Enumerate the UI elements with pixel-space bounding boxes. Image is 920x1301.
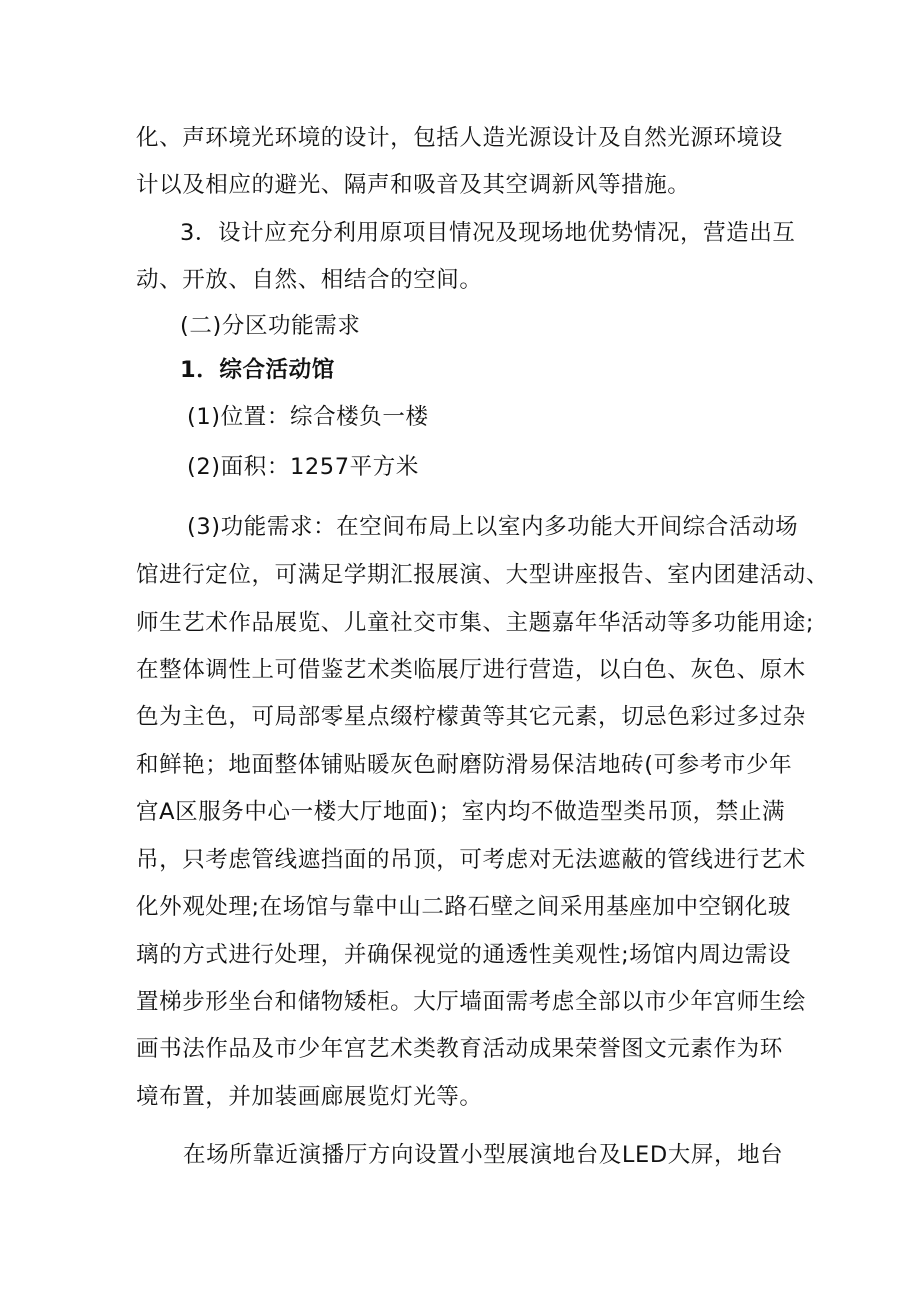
list-item: (2)面积：1257平方米 — [187, 454, 419, 480]
paragraph-line: 境布置，并加装画廊展览灯光等。 — [136, 1084, 483, 1110]
paragraph-line: 在整体调性上可借鉴艺术类临展厅进行营造，以白色、灰色、原木 — [136, 657, 806, 683]
paragraph-line: 色为主色，可局部零星点缀柠檬黄等其它元素，切忌色彩过多过杂 — [136, 704, 806, 730]
paragraph-line: 动、开放、自然、相结合的空间。 — [136, 267, 483, 293]
paragraph-line: 璃的方式进行处理，并确保视觉的通透性美观性;场馆内周边需设 — [136, 942, 791, 968]
paragraph-line: 化、声环境光环境的设计，包括人造光源设计及自然光源环境设 — [136, 125, 783, 151]
paragraph-line: 化外观处理;在场馆与靠中山二路石壁之间采用基座加中空钢化玻 — [136, 894, 791, 920]
paragraph-line: (3)功能需求：在空间布局上以室内多功能大开间综合活动场 — [187, 514, 799, 540]
paragraph-line: 馆进行定位，可满足学期汇报展演、大型讲座报告、室内团建活动、 — [136, 562, 830, 588]
paragraph-line: 3．设计应充分利用原项目情况及现场地优势情况，营造出互 — [180, 220, 796, 246]
list-item: (1)位置：综合楼负一楼 — [187, 404, 429, 430]
section-heading: (二)分区功能需求 — [180, 313, 361, 339]
paragraph-line: 宫A区服务中心一楼大厅地面)；室内均不做造型类吊顶，禁止满 — [136, 799, 786, 825]
subsection-heading: 1．综合活动馆 — [180, 357, 335, 383]
paragraph-line: 画书法作品及市少年宫艺术类教育活动成果荣誉图文元素作为环 — [136, 1036, 783, 1062]
paragraph-line: 在场所靠近演播厅方向设置小型展演地台及LED大屏，地台 — [183, 1142, 784, 1168]
paragraph-line: 计以及相应的避光、隔声和吸音及其空调新风等措施。 — [136, 172, 691, 198]
paragraph-line: 和鲜艳；地面整体铺贴暖灰色耐磨防滑易保洁地砖(可参考市少年 — [136, 752, 793, 778]
paragraph-line: 师生艺术作品展览、儿童社交市集、主题嘉年华活动等多功能用途; — [136, 610, 815, 636]
paragraph-line: 吊，只考虑管线遮挡面的吊顶，可考虑对无法遮蔽的管线进行艺术 — [136, 847, 806, 873]
paragraph-line: 置梯步形坐台和储物矮柜。大厅墙面需考虑全部以市少年宫师生绘 — [136, 989, 806, 1015]
